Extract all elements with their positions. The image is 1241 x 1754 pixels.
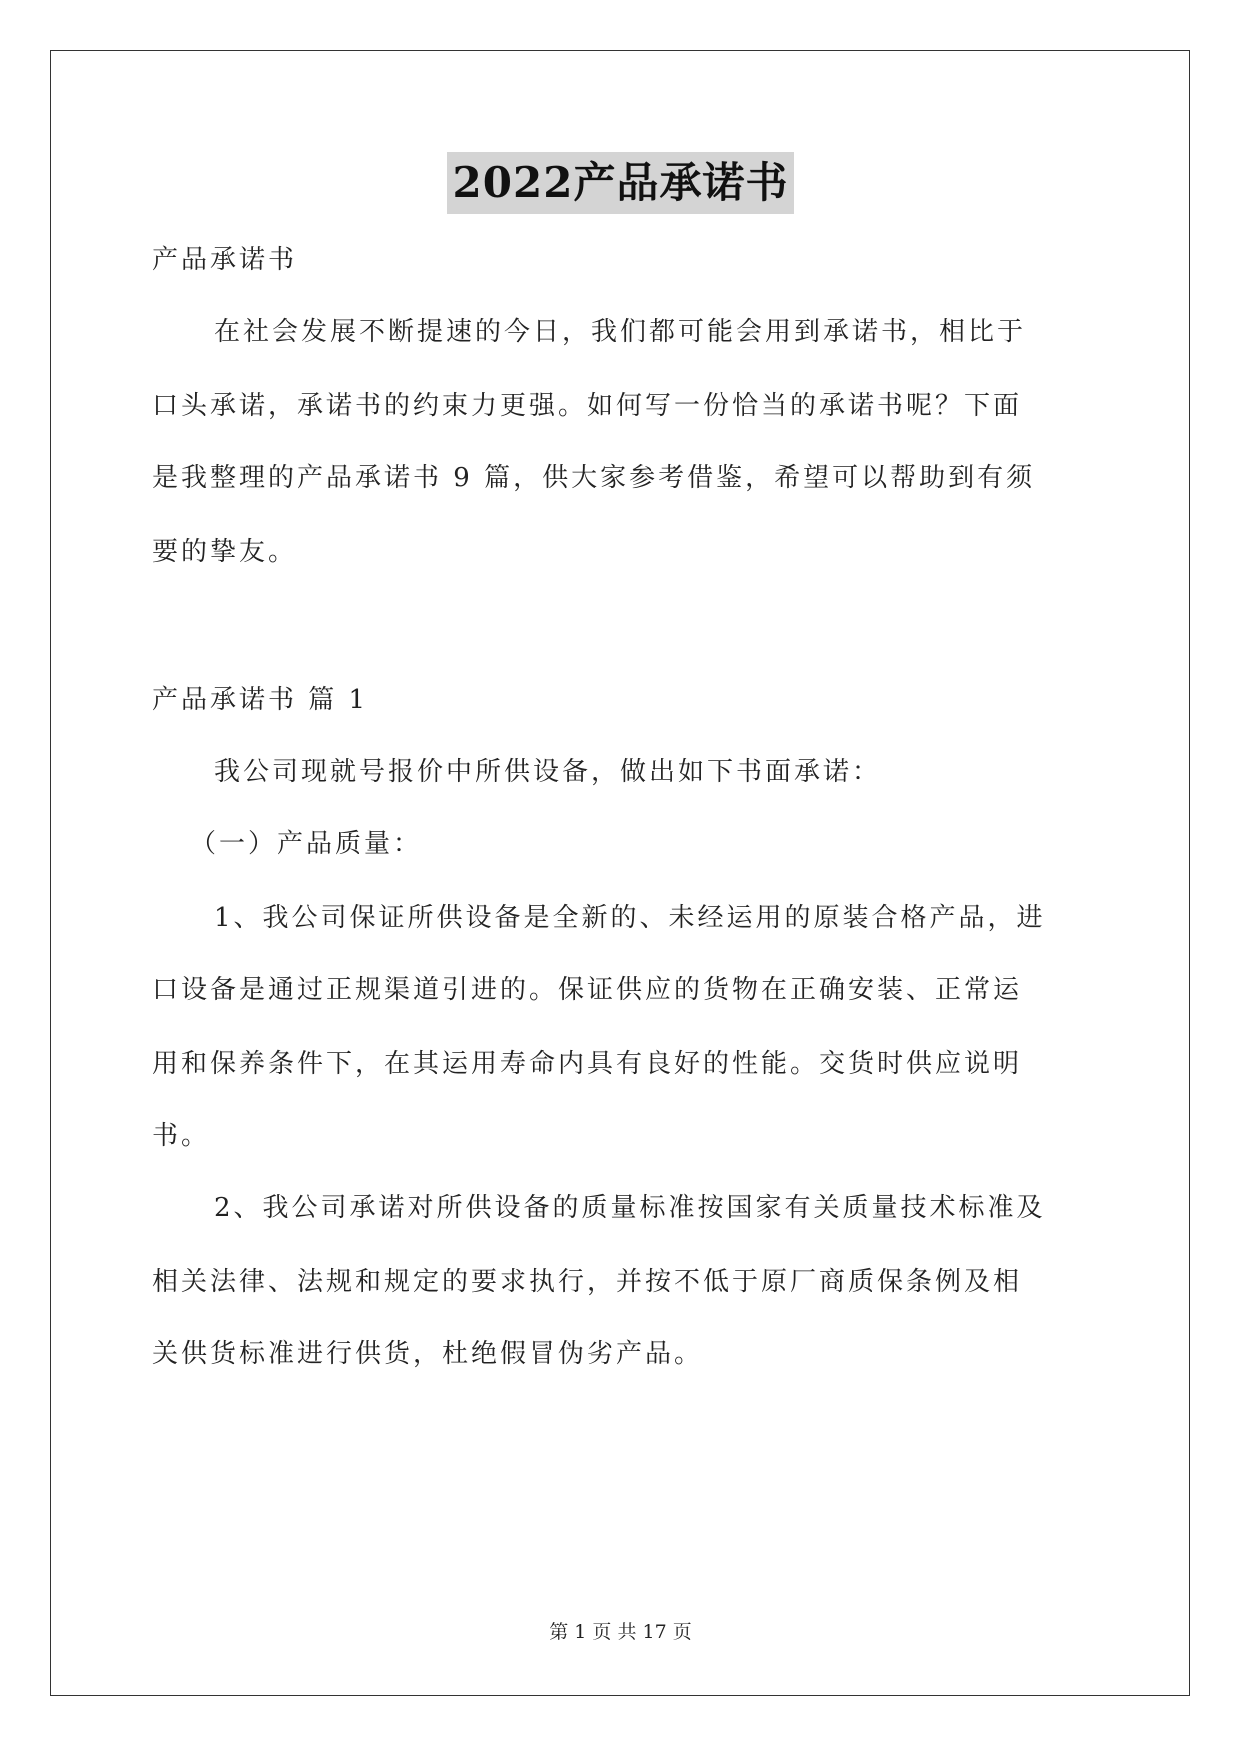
paragraph-line: 相关法律、法规和规定的要求执行，并按不低于原厂商质保条例及相 [152, 1267, 1023, 1297]
paragraph-line: 书。 [152, 1121, 211, 1151]
title-wrap [0, 152, 1241, 214]
paragraph-line: 是我整理的产品承诺书 9 篇，供大家参考借鉴，希望可以帮助到有须 [152, 463, 1036, 493]
paragraph-line: 我公司现就号报价中所供设备，做出如下书面承诺： [214, 757, 882, 787]
section-heading: 产品承诺书 [152, 245, 298, 275]
paragraph-line: 2、我公司承诺对所供设备的质量标准按国家有关质量技术标准及 [214, 1193, 1046, 1223]
page-border [50, 50, 1190, 1696]
paragraph-line: 要的挚友。 [152, 537, 298, 567]
subheading: （一）产品质量： [190, 829, 423, 859]
paragraph-line: 口头承诺，承诺书的约束力更强。如何写一份恰当的承诺书呢？下面 [152, 391, 1023, 421]
paragraph-line: 关供货标准进行供货，杜绝假冒伪劣产品。 [152, 1339, 704, 1369]
paragraph-line: 口设备是通过正规渠道引进的。保证供应的货物在正确安装、正常运 [152, 975, 1023, 1005]
paragraph-line: 1、我公司保证所供设备是全新的、未经运用的原装合格产品，进 [214, 903, 1046, 933]
paragraph-line: 在社会发展不断提速的今日，我们都可能会用到承诺书，相比于 [214, 317, 1027, 347]
section-heading: 产品承诺书 篇 1 [152, 685, 369, 715]
paragraph-line: 用和保养条件下，在其运用寿命内具有良好的性能。交货时供应说明 [152, 1049, 1023, 1079]
page-footer: 第 1 页 共 17 页 [549, 1621, 692, 1643]
document-title: 2022产品承诺书 [447, 152, 795, 214]
